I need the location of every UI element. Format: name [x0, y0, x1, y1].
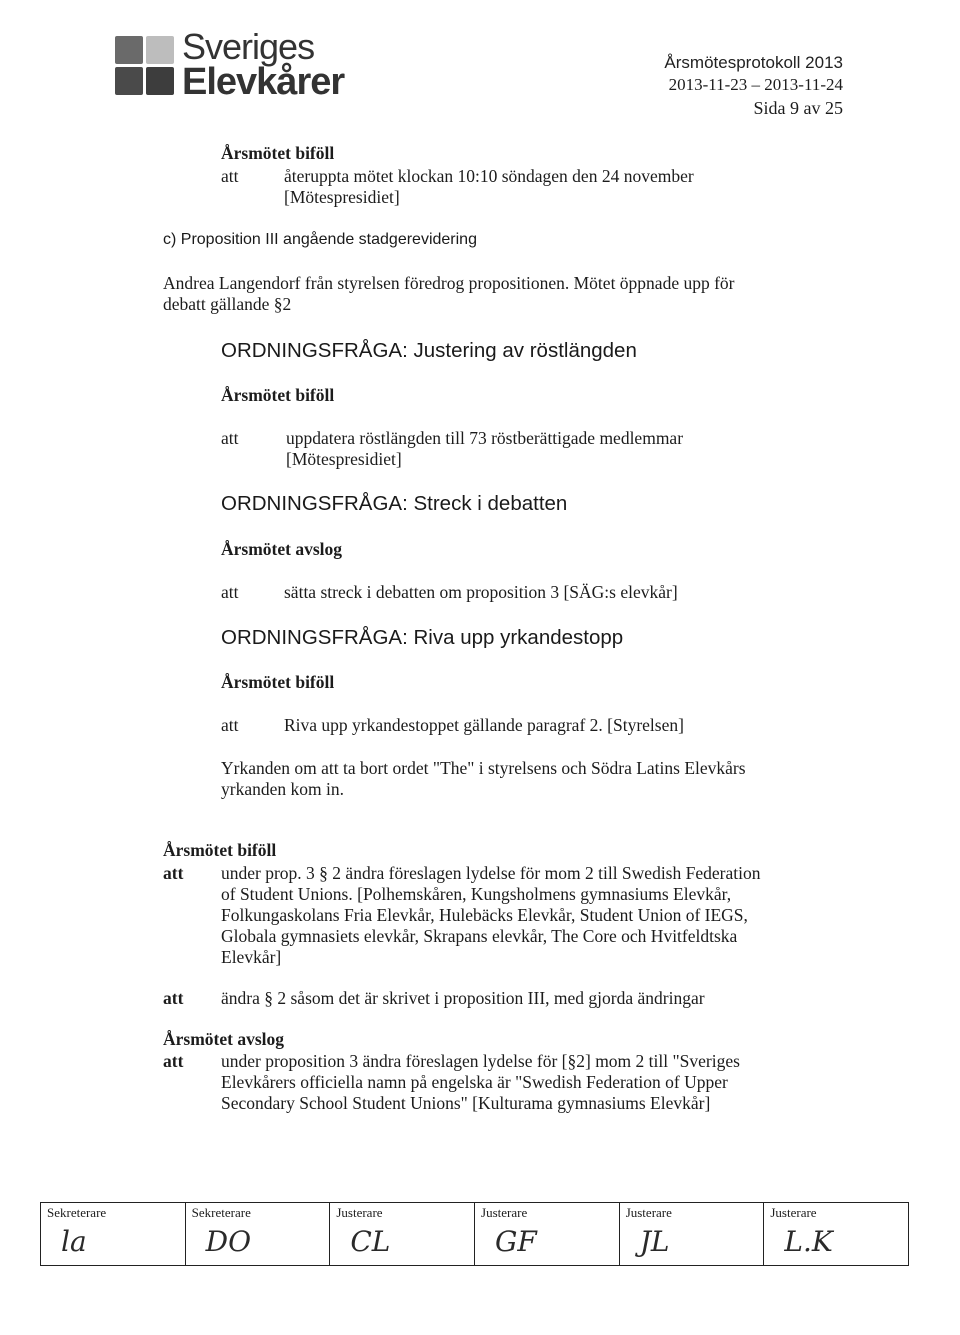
motion-text-line: Elevkårers officiella namn på engelska är "Swedish Federation of Upper — [221, 1072, 728, 1092]
order-question-heading: ORDNINGSFRÅGA: Riva upp yrkandestopp — [221, 626, 624, 649]
motion-text-line: of Student Unions. [Polhemskåren, Kungsholmens gymnasiums Elevkår, — [221, 884, 732, 904]
motion-text-line: Secondary School Student Unions" [Kulturama gymnasiums Elevkår] — [221, 1093, 711, 1113]
motion-text-line: under proposition 3 ändra föreslagen lydelse för [§2] mom 2 till "Sveriges — [221, 1051, 740, 1071]
document-dates: 2013-11-23 – 2013-11-24 — [668, 75, 843, 94]
signature-cell — [764, 1203, 908, 1265]
motion-text: sätta streck i debatten om proposition 3 [SÄG:s elevkår] — [284, 582, 678, 602]
motion-text-line: under prop. 3 § 2 ändra föreslagen lydelse för mom 2 till Swedish Federation — [221, 863, 761, 883]
signature-role: Sekreterare — [191, 1205, 251, 1220]
note-line-1: Yrkanden om att ta bort ordet "The" i styrelsens och Södra Latins Elevkårs — [221, 758, 746, 778]
signature-cell — [330, 1203, 475, 1265]
att-label: att — [221, 582, 239, 602]
decision-heading: Årsmötet biföll — [221, 385, 335, 405]
section-paragraph-line-1: Andrea Langendorf från styrelsen föredrog propositionen. Mötet öppnade upp för — [163, 273, 735, 293]
signature-cell — [620, 1203, 765, 1265]
document-title: Årsmötesprotokoll 2013 — [664, 53, 843, 72]
motion-text: uppdatera röstlängden till 73 röstberättigade medlemmar — [286, 428, 684, 448]
order-question-heading: ORDNINGSFRÅGA: Justering av röstlängden — [221, 339, 637, 362]
signature-initials: DO — [205, 1225, 252, 1258]
motion-text-line: Elevkår] — [221, 947, 282, 967]
logo-mark-icon — [115, 36, 177, 98]
att-label: att — [163, 1051, 184, 1071]
logo — [182, 26, 345, 103]
section-heading: c) Proposition III angående stadgerevidering — [163, 231, 477, 248]
decision-heading: Årsmötet biföll — [221, 143, 335, 163]
signature-role: Justerare — [625, 1205, 672, 1220]
decision-heading: Årsmötet avslog — [221, 539, 343, 559]
att-label: att — [163, 988, 184, 1008]
motion-proposer: [Mötespresidiet] — [286, 449, 402, 469]
signature-cell — [186, 1203, 331, 1265]
document-header — [664, 52, 843, 120]
att-label: att — [221, 428, 239, 448]
signature-role: Sekreterare — [47, 1205, 107, 1220]
page-number: Sida 9 av 25 — [753, 98, 843, 118]
signature-table — [40, 1202, 909, 1266]
logo-line-1: Sveriges — [182, 26, 315, 67]
decision-heading: Årsmötet biföll — [163, 840, 277, 860]
att-label: att — [221, 715, 239, 735]
signature-initials: GF — [495, 1225, 537, 1258]
motion-text-line: Globala gymnasiets elevkår, Skrapans elevkår, The Core och Hvitfeldtska — [221, 926, 738, 946]
logo-line-2: Elevkårer — [182, 61, 345, 103]
motion-text: ändra § 2 såsom det är skrivet i proposition III, med gjorda ändringar — [221, 988, 705, 1008]
signature-initials: L.K — [784, 1225, 833, 1258]
decision-heading: Årsmötet biföll — [221, 672, 335, 692]
signature-cell — [41, 1203, 186, 1265]
signature-initials: la — [61, 1225, 87, 1258]
motion-text-line: Folkungaskolans Fria Elevkår, Hulebäcks Elevkår, Student Union of IEGS, — [221, 905, 748, 925]
order-question-heading: ORDNINGSFRÅGA: Streck i debatten — [221, 492, 568, 515]
att-label: att — [221, 166, 239, 186]
signature-initials: JL — [639, 1225, 670, 1258]
decision-heading: Årsmötet avslog — [163, 1029, 285, 1049]
motion-text: Riva upp yrkandestoppet gällande paragraf 2. [Styrelsen] — [284, 715, 684, 735]
signature-role: Justerare — [481, 1205, 528, 1220]
section-paragraph-line-2: debatt gällande §2 — [163, 294, 292, 314]
motion-proposer: [Mötespresidiet] — [284, 187, 400, 207]
signature-initials: CL — [350, 1225, 391, 1258]
signature-role: Justerare — [336, 1205, 383, 1220]
signature-role: Justerare — [770, 1205, 817, 1220]
att-label: att — [163, 863, 184, 883]
signature-cell — [475, 1203, 620, 1265]
note-line-2: yrkanden kom in. — [221, 779, 344, 799]
motion-text: återuppta mötet klockan 10:10 söndagen den 24 november — [284, 166, 694, 186]
